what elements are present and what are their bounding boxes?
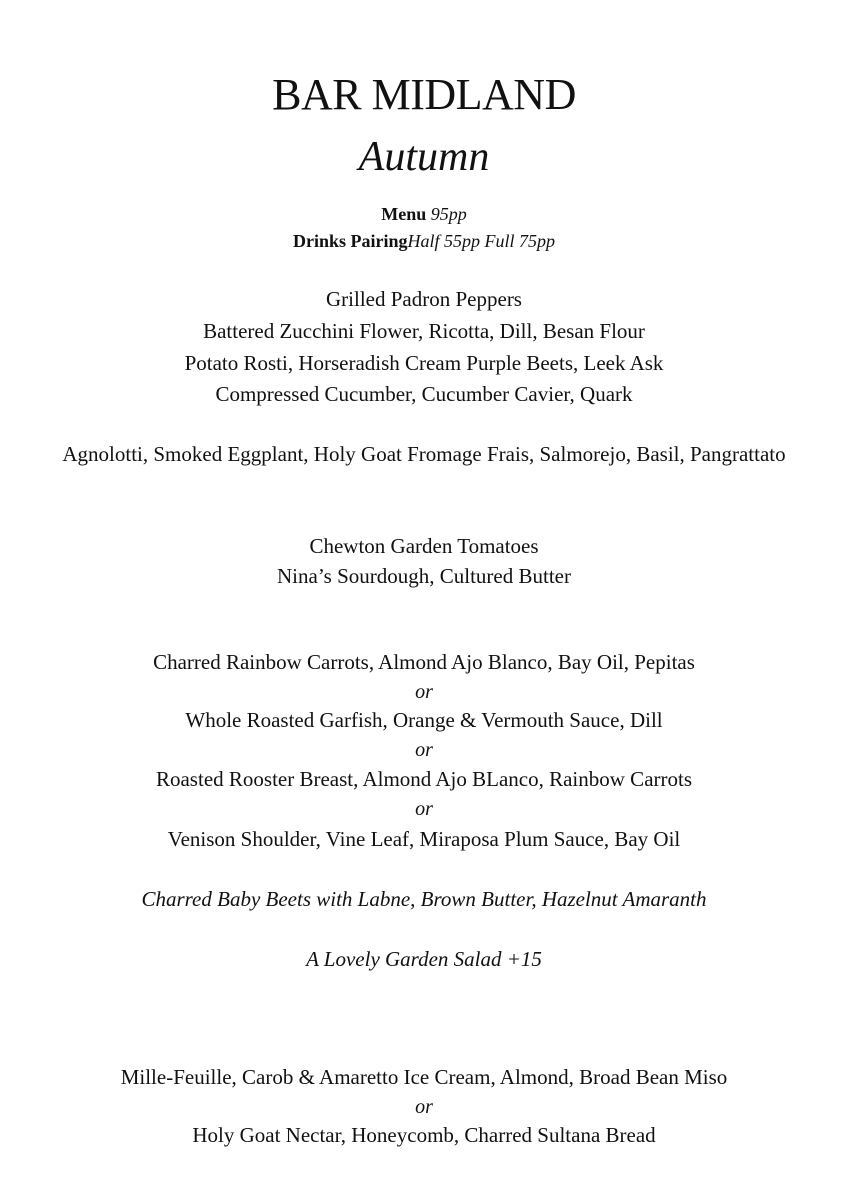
side-dish: Charred Baby Beets with Labne, Brown Butter, Hazelnut Amaranth — [141, 887, 707, 911]
dessert-option: Mille-Feuille, Carob & Amaretto Ice Cream, Almond, Broad Bean Miso — [120, 1065, 728, 1089]
or-separator: or — [415, 681, 433, 703]
or-separator: or — [415, 1096, 433, 1118]
or-separator: or — [415, 739, 433, 761]
main-option: Venison Shoulder, Vine Leaf, Miraposa Plum Sauce, Bay Oil — [167, 827, 681, 851]
menu-label: Menu — [381, 204, 427, 224]
season-title: Autumn — [358, 134, 490, 180]
or-separator: or — [415, 798, 433, 820]
course3-item: Chewton Garden Tomatoes — [309, 534, 539, 558]
restaurant-title: BAR MIDLAND — [272, 70, 576, 119]
course1-item: Battered Zucchini Flower, Ricotta, Dill, Besan Flour — [203, 319, 645, 343]
course1-item: Grilled Padron Peppers — [326, 287, 522, 311]
main-option: Whole Roasted Garfish, Orange & Vermouth Sauce, Dill — [185, 708, 663, 732]
menu-price: 95pp — [430, 204, 467, 224]
course1-item: Potato Rosti, Horseradish Cream Purple Beets, Leek Ask — [184, 351, 664, 375]
dessert-option: Holy Goat Nectar, Honeycomb, Charred Sultana Bread — [192, 1123, 656, 1147]
main-option: Charred Rainbow Carrots, Almond Ajo Blanco, Bay Oil, Pepitas — [153, 650, 695, 674]
course2-item: Agnolotti, Smoked Eggplant, Holy Goat Fromage Frais, Salmorejo, Basil, Pangrattato — [62, 442, 786, 466]
main-option: Roasted Rooster Breast, Almond Ajo BLanco, Rainbow Carrots — [155, 767, 693, 791]
course3-item: Nina’s Sourdough, Cultured Butter — [277, 564, 571, 588]
menu-price-line — [0, 202, 848, 226]
side-dish-salad: A Lovely Garden Salad +15 — [306, 947, 542, 971]
pairing-label: Drinks Pairing — [292, 231, 408, 251]
pairing-price-line — [0, 229, 848, 253]
course1-item: Compressed Cucumber, Cucumber Cavier, Quark — [215, 382, 633, 406]
pairing-price: Half 55pp Full 75pp — [407, 231, 555, 251]
